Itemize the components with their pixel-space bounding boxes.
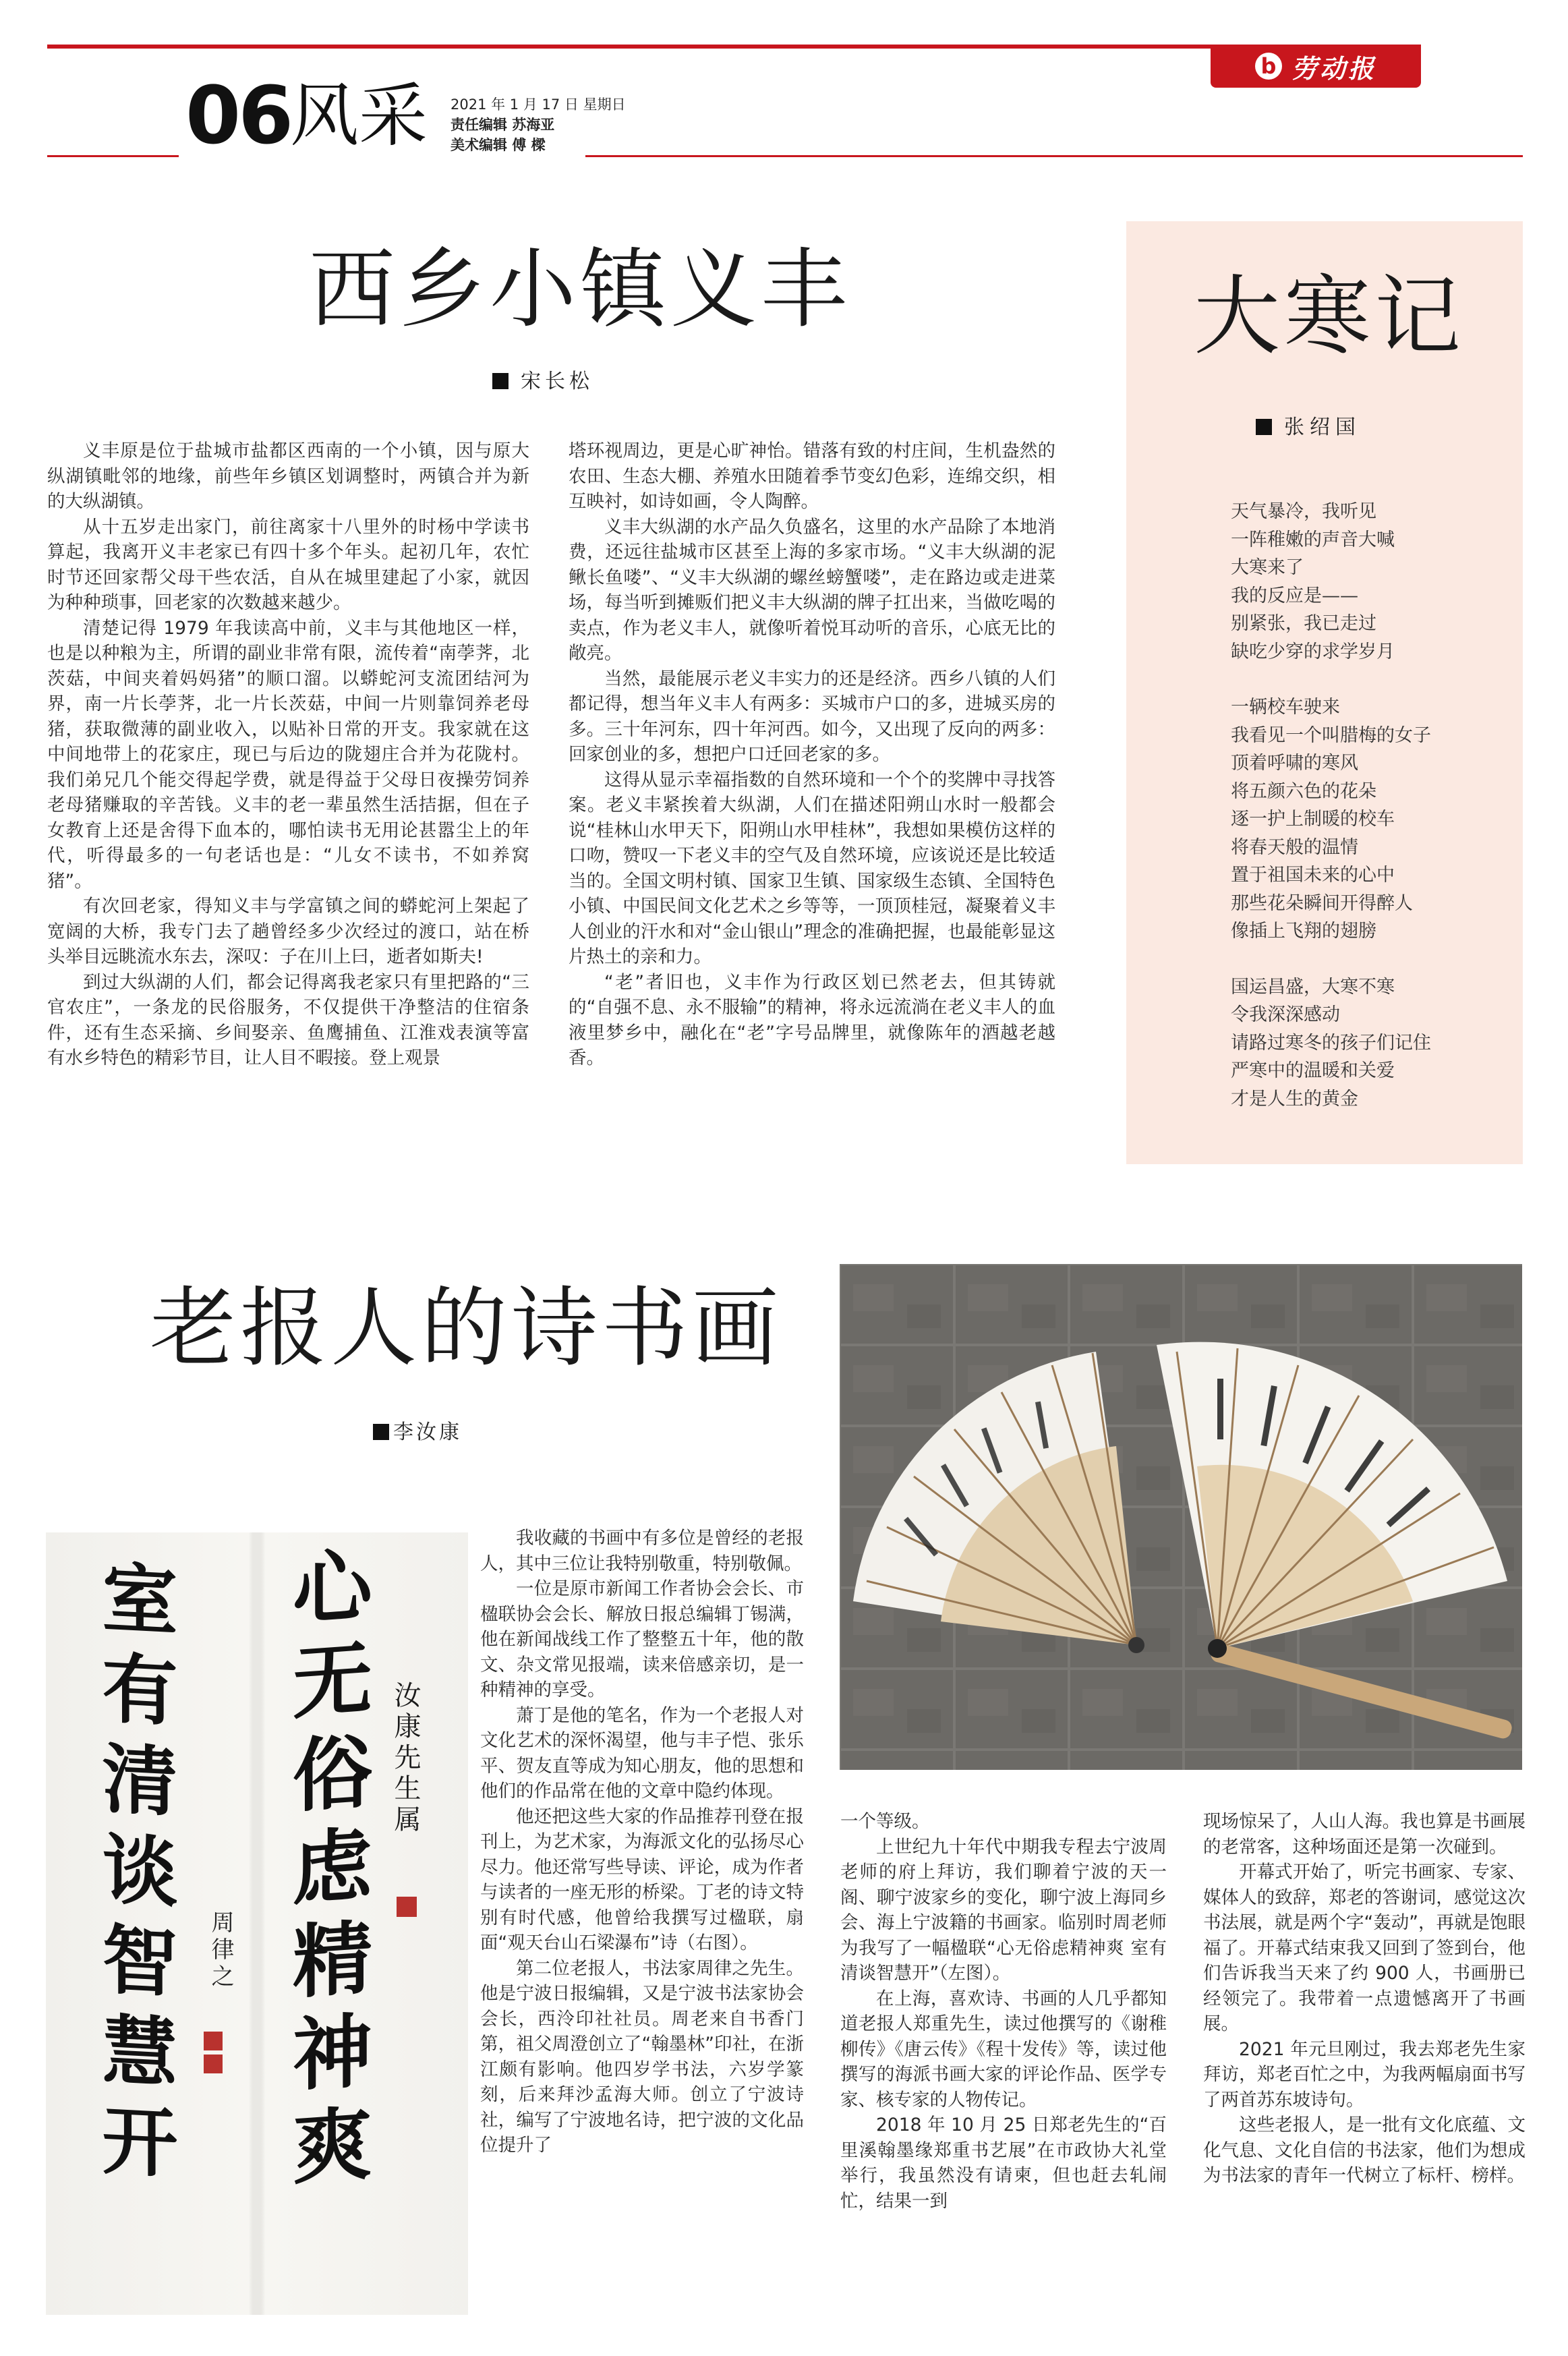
paragraph: “老”者旧也，义丰作为行政区划已然老去，但其铸就的“自强不息、永不服输”的精神，将永远流淌在老义丰人的血液里梦乡中，融化在“老”字号品牌里，就像陈年的酒越老越香。 <box>569 971 1055 1068</box>
article3-author: 李汝康 <box>393 1420 462 1444</box>
article3-column-3 <box>1203 1809 1526 2189</box>
article2-byline <box>1256 410 1361 440</box>
poem-line: 逐一护上制暖的校车 <box>1231 809 1395 830</box>
poem-stanza <box>1231 498 1514 666</box>
top-red-rule <box>47 45 1211 49</box>
right-masthead-rule <box>585 155 1523 157</box>
paragraph: 从十五岁走出家门，前往离家十八里外的时杨中学读书算起，我离开义丰老家已有四十多个年头。起初几年，农忙时节还回家帮父母干些农活，自从在城里建起了小家，就因为种种琐事，回老家的次数越来越少。 <box>47 516 529 613</box>
seal-stamp-icon <box>397 1897 417 1917</box>
paragraph: 这些老报人，是一批有文化底蕴、文化气息、文化自信的书法家，他们为想成为书法家的青年一代树立了标杆、榜样。 <box>1203 2115 1526 2186</box>
paragraph: 到过大纵湖的人们，都会记得离我老家只有里把路的“三官农庄”，一条龙的民俗服务，不仅提供干净整洁的住宿条件，还有生态采摘、乡间娶亲、鱼鹰捕鱼、江淮戏表演等富有水乡特色的精彩节目，让人目不暇接。登上观景 <box>47 971 529 1068</box>
poem-stanza <box>1231 693 1514 946</box>
poem-line: 那些花朵瞬间开得醉人 <box>1231 892 1413 914</box>
paragraph: 开幕式开始了，听完书画家、专家、媒体人的致辞，郑老的答谢词，感觉这次书法展，就是两个字“轰动”，再就是饱眼福了。开幕式结束我又回到了签到台，他们告诉我当天来了约 900 人，书画册已经领完了。我带着一点遗憾离开了书画展。 <box>1203 1862 1526 2034</box>
article3-title: 老报人的诗书画 <box>150 1278 783 1379</box>
newspaper-logo <box>1211 45 1421 88</box>
paragraph: 义丰原是位于盐城市盐都区西南的一个小镇，因与原大纵湖镇毗邻的地缘，前些年乡镇区划调整时，两镇合并为新的大纵湖镇。 <box>47 440 529 512</box>
paragraph: 萧丁是他的笔名，作为一个老报人对文化艺术的深怀渴望，他与丰子恺、张乐平、贺友直等成为知心朋友，他的思想和他们的作品常在他的文章中隐约体现。 <box>480 1704 804 1802</box>
byline-square-icon <box>492 373 509 389</box>
section-name: 风采 <box>290 76 428 156</box>
poem-line: 国运昌盛，大寒不寒 <box>1231 976 1395 998</box>
paragraph: 有次回老家，得知义丰与学富镇之间的蟒蛇河上架起了宽阔的大桥，我专门去了趟曾经多少次经过的渡口，站在桥头举目远眺流水东去，深叹：子在川上曰，逝者如斯夫! <box>47 896 529 967</box>
paragraph: 我收藏的书画中有多位是曾经的老报人，其中三位让我特别敬重，特别敬佩。 <box>480 1528 804 1574</box>
left-scroll-text: 室有清谈智慧开 <box>90 1557 178 2195</box>
paragraph: 一位是原市新闻工作者协会会长、市楹联协会会长、解放日报总编辑丁锡满，他在新闻战线工作了整整五十年，他的散文、杂文常见报端，读来倍感亲切，是一种精神的享受。 <box>480 1578 804 1700</box>
poem-line: 请路过寒冬的孩子们记住 <box>1231 1032 1431 1054</box>
date-line: 2021 年 1 月 17 日 星期日 <box>451 96 626 113</box>
paragraph: 塔环视周边，更是心旷神怡。错落有致的村庄间，生机盎然的农田、生态大棚、养殖水田随着季节变幻色彩，连绵交织，相互映衬，如诗如画，令人陶醉。 <box>569 440 1055 512</box>
poem-line: 才是人生的黄金 <box>1231 1088 1358 1110</box>
paragraph: 2018 年 10 月 25 日郑老先生的“百里溪翰墨缘郑重书艺展”在市政协大礼堂举行，我虽然没有请柬，但也赶去轧闹忙，结果一到 <box>840 2115 1167 2212</box>
poem-line: 顶着呼啸的寒风 <box>1231 753 1358 774</box>
article1-column-2 <box>569 438 1055 1071</box>
paragraph: 2021 年元旦刚过，我去郑老先生家拜访，郑老百忙之中，为我两幅扇面书写了两首苏东坡诗句。 <box>1203 2038 1526 2110</box>
poem-line: 我的反应是—— <box>1231 585 1358 606</box>
byline-square-icon <box>373 1424 389 1440</box>
seal-stamp-icon <box>204 2055 223 2073</box>
poem-line: 天气暴冷，我听见 <box>1231 501 1376 522</box>
poem-line: 别紧张，我已走过 <box>1231 613 1376 634</box>
seal-stamp-icon <box>204 2032 223 2050</box>
masthead-meta <box>451 94 626 155</box>
paragraph: 清楚记得 1979 年我读高中前，义丰与其他地区一样，也是以种粮为主，所谓的副业非常有限，流传着“南荸荠，北茨菇，中间夹着妈妈猪”的顺口溜。以蟒蛇河支流团结河为界，南一片长荸荠，北一片长茨菇，中间一片则靠饲养老母猪，获取微薄的副业收入，以贴补日常的开支。我家就在这中间地带上的花家庄，现已与后边的陇翅庄合并为花陇村。我们弟兄几个能交得起学费，就是得益于父母日夜操劳饲养老母猪赚取的辛苦钱。义丰的老一辈虽然生活拮据，但在子女教育上还是舍得下血本的，哪怕读书无用论甚嚣尘上的年代，听得最多的一句老话也是：“儿女不读书，不如养窝猪”。 <box>47 617 529 892</box>
fan-photo-svg <box>840 1264 1522 1770</box>
poem-line: 将春天般的温情 <box>1231 836 1358 858</box>
article1-author: 宋长松 <box>521 370 593 393</box>
poem-line: 将五颜六色的花朵 <box>1231 780 1376 802</box>
article1-column-1 <box>47 438 529 1071</box>
paragraph: 现场惊呆了，人山人海。我也算是书画展的老常客，这种场面还是第一次碰到。 <box>1203 1811 1526 1858</box>
paragraph: 当然，最能展示老义丰实力的还是经济。西乡八镇的人们都记得，想当年义丰人有两多：买城市户口的多，进城买房的多。三十年河东，四十年河西。如今，又出现了反向的两多：回家创业的多，想把户口迁回老家的多。 <box>569 668 1055 765</box>
poem-line: 一辆校车驶来 <box>1231 697 1340 718</box>
paragraph: 这得从显示幸福指数的自然环境和一个个的奖牌中寻找答案。老义丰紧挨着大纵湖，人们在描述阳朔山水时一般都会说“桂林山水甲天下，阳朔山水甲桂林”，我想如果模仿这样的口吻，赞叹一下老义丰的空气及自然环境，应该说还是比较适当的。全国文明村镇、国家卫生镇、国家级生态镇、全国特色小镇、中国民间文化艺术之乡等等，一顶顶桂冠，凝聚着义丰人创业的汗水和对“金山银山”理念的准确把握，也最能彰显这片热土的亲和力。 <box>569 769 1055 967</box>
byline-square-icon <box>1256 419 1272 435</box>
article2-title: 大寒记 <box>1194 266 1465 367</box>
poem-line: 缺吃少穿的求学岁月 <box>1231 641 1395 662</box>
paragraph: 一个等级。 <box>840 1811 930 1832</box>
art-editor-line: 美术编辑 傅 樑 <box>451 137 546 153</box>
page-number: 06 <box>185 69 291 162</box>
paragraph: 义丰大纵湖的水产品久负盛名，这里的水产品除了本地消费，还远往盐城市区甚至上海的多家市场。“义丰大纵湖的泥鳅长鱼喽”、“义丰大纵湖的螺丝螃蟹喽”，走在路边或走进菜场，每当听到摊贩们把义丰大纵湖的牌子扛出来，当做吃喝的卖点，作为老义丰人，就像听着悦耳动听的音乐，心底无比的敞亮。 <box>569 516 1055 664</box>
poem-line: 一阵稚嫩的声音大喊 <box>1231 529 1395 550</box>
calligraphy-couplet-image <box>46 1532 468 2315</box>
article2-author: 张绍国 <box>1284 415 1361 439</box>
poem-line: 置于祖国未来的心中 <box>1231 865 1395 886</box>
article3-column-2 <box>840 1809 1167 2214</box>
poem-body <box>1231 498 1514 1141</box>
signature-text: 周律之 <box>207 1910 234 1991</box>
newspaper-name: 劳动报 <box>1291 53 1376 84</box>
paragraph: 上世纪九十年代中期我专程去宁波周老师的府上拜访，我们聊着宁波的天一阁、聊宁波家乡的变化，聊宁波上海同乡会、海上宁波籍的书画家。临别时周老师为我写了一幅楹联“心无俗虑精神爽 室有清谈智慧开”（左图）。 <box>840 1836 1167 1984</box>
poem-line: 我看见一个叫腊梅的女子 <box>1231 724 1431 746</box>
article1-byline <box>492 364 593 394</box>
paragraph: 他还把这些大家的作品推荐刊登在报刊上，为艺术家，为海派文化的弘扬尽心尽力。他还常写些导读、评论，成为作者与读者的一座无形的桥梁。丁老的诗文特别有时代感，他曾给我撰写过楹联，扇面“观天台山石梁瀑布”诗（右图）。 <box>480 1806 804 1953</box>
article1-title: 西乡小镇义丰 <box>309 239 852 340</box>
inscription-text: 汝康先生属 <box>390 1681 421 1836</box>
poem-line: 像插上飞翔的翅膀 <box>1231 921 1376 942</box>
paragraph: 第二位老报人，书法家周律之先生。他是宁波日报编辑，又是宁波书法家协会会长，西泠印社社员。周老来自书香门第，祖父周澄创立了“翰墨林”印社，在浙江颇有影响。他四岁学书法，六岁学篆刻，后来拜沙孟海大师。创立了宁波诗社，编写了宁波地名诗，把宁波的文化品位提升了 <box>480 1957 804 2156</box>
paragraph: 在上海，喜欢诗、书画的人几乎都知道老报人郑重先生，读过他撰写的《谢稚柳传》《唐云传》《程十发传》等，读过他撰写的海派书画大家的评论作品、医学专家、核专家的人物传记。 <box>840 1988 1167 2110</box>
poem-stanza <box>1231 973 1514 1114</box>
left-masthead-rule <box>47 155 179 157</box>
poem-line: 严寒中的温暖和关爱 <box>1231 1060 1395 1081</box>
editor-line: 责任编辑 苏海亚 <box>451 117 555 133</box>
article3-byline <box>373 1415 462 1445</box>
fan-photo <box>840 1264 1522 1770</box>
poem-line: 令我深深感动 <box>1231 1004 1340 1025</box>
article3-column-1 <box>480 1526 804 2158</box>
right-scroll-text: 心无俗虑精神爽 <box>279 1543 373 2201</box>
logo-mark: b <box>1255 53 1282 80</box>
poem-line: 大寒来了 <box>1231 557 1304 578</box>
